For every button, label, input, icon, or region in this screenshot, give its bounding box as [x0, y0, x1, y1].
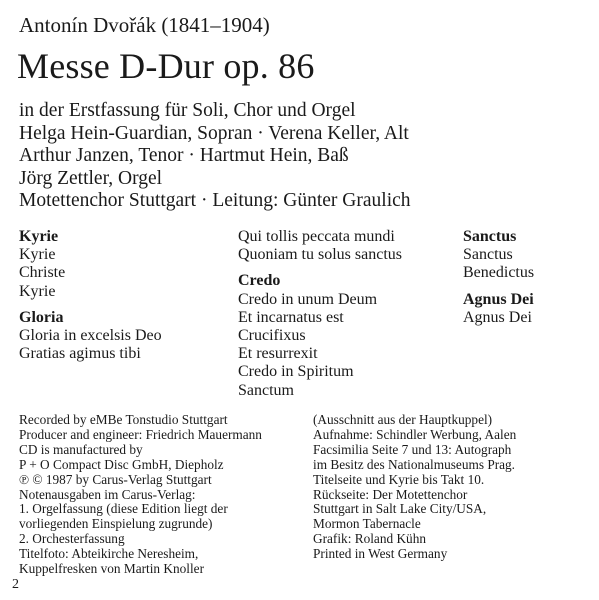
production-line: Notenausgaben im Carus-Verlag: [19, 486, 196, 502]
spacer [463, 283, 534, 291]
credit-line: Helga Hein-Guardian, Sopran · Verena Keller, Alt [19, 122, 409, 144]
movement-item: Credo in Spiritum [238, 363, 354, 381]
movement-item: Kyrie [19, 282, 56, 300]
movement-heading-sanctus: Sanctus [463, 228, 517, 245]
production-line: im Besitz des Nationalmuseums Prag. [313, 456, 516, 472]
movement-item: Et resurrexit [238, 345, 318, 363]
credit-line: Jörg Zettler, Orgel [19, 167, 163, 189]
composer-line: Antonín Dvořák (1841–1904) [19, 13, 270, 37]
production-line: (Ausschnitt aus der Hauptkuppel) [313, 412, 493, 427]
credit-line: Motettenchor Stuttgart · Leitung: Günter Graulich [19, 190, 411, 212]
credit-line: Arthur Janzen, Tenor · Hartmut Hein, Baß [19, 145, 349, 167]
production-line: Rückseite: Der Motettenchor [313, 486, 468, 502]
movement-item: Kyrie [19, 246, 56, 264]
movement-item: Credo in unum Deum [238, 290, 378, 308]
production-line: Producer and engineer: Friedrich Mauermann [19, 426, 262, 442]
movement-heading-gloria: Gloria [19, 308, 64, 326]
production-line: Mormon Tabernacle [313, 516, 421, 532]
production-line: 1. Orgelfassung (diese Edition liegt der [19, 501, 228, 517]
movement-item: Sanctum [238, 381, 294, 399]
production-line: Titelfoto: Abteikirche Neresheim, [19, 546, 199, 562]
movement-item: Gloria in excelsis Deo [19, 327, 162, 345]
movement-item: Benedictus [463, 264, 535, 282]
production-line: vorliegenden Einspielung zugrunde) [19, 516, 213, 532]
movement-item: Sanctus [463, 246, 513, 264]
movement-heading-kyrie: Kyrie [19, 228, 59, 245]
production-line: Kuppelfresken von Martin Knoller [19, 561, 205, 577]
movement-item: Qui tollis peccata mundi [238, 228, 395, 245]
production-line: Recorded by eMBe Tonstudio Stuttgart [19, 412, 228, 427]
page-number: 2 [12, 577, 19, 592]
production-line: ℗ © 1987 by Carus-Verlag Stuttgart [19, 471, 212, 487]
production-line: Aufnahme: Schindler Werbung, Aalen [313, 426, 517, 442]
movement-item: Et incarnatus est [238, 308, 344, 326]
production-line: Facsimilia Seite 7 und 13: Autograph [313, 441, 512, 457]
movements-column-3 [463, 228, 534, 327]
movement-item: Christe [19, 264, 66, 282]
production-line: CD is manufactured by [19, 441, 143, 457]
production-notes-left [19, 413, 262, 577]
movement-item: Agnus Dei [463, 308, 532, 326]
movements-column-1 [19, 228, 162, 363]
production-line: 2. Orchesterfassung [19, 531, 125, 547]
movements-column-2 [238, 228, 402, 400]
spacer [19, 301, 162, 309]
movement-item: Crucifixus [238, 327, 306, 345]
production-notes-right [313, 413, 516, 562]
performer-credits [19, 100, 411, 213]
production-line: P + O Compact Disc GmbH, Diepholz [19, 456, 224, 472]
movement-heading-agnus-dei: Agnus Dei [463, 290, 534, 308]
production-line: Stuttgart in Salt Lake City/USA, [313, 501, 487, 517]
movement-item: Gratias agimus tibi [19, 345, 141, 363]
movement-heading-credo: Credo [238, 272, 281, 290]
work-title: Messe D-Dur op. 86 [17, 46, 315, 86]
production-line: Titelseite und Kyrie bis Takt 10. [313, 471, 485, 487]
production-line: Printed in West Germany [313, 546, 448, 562]
credit-line: in der Erstfassung für Soli, Chor und Orgel [19, 100, 356, 121]
movement-item: Quoniam tu solus sanctus [238, 246, 402, 264]
spacer [238, 264, 402, 272]
production-line: Grafik: Roland Kühn [313, 531, 427, 547]
